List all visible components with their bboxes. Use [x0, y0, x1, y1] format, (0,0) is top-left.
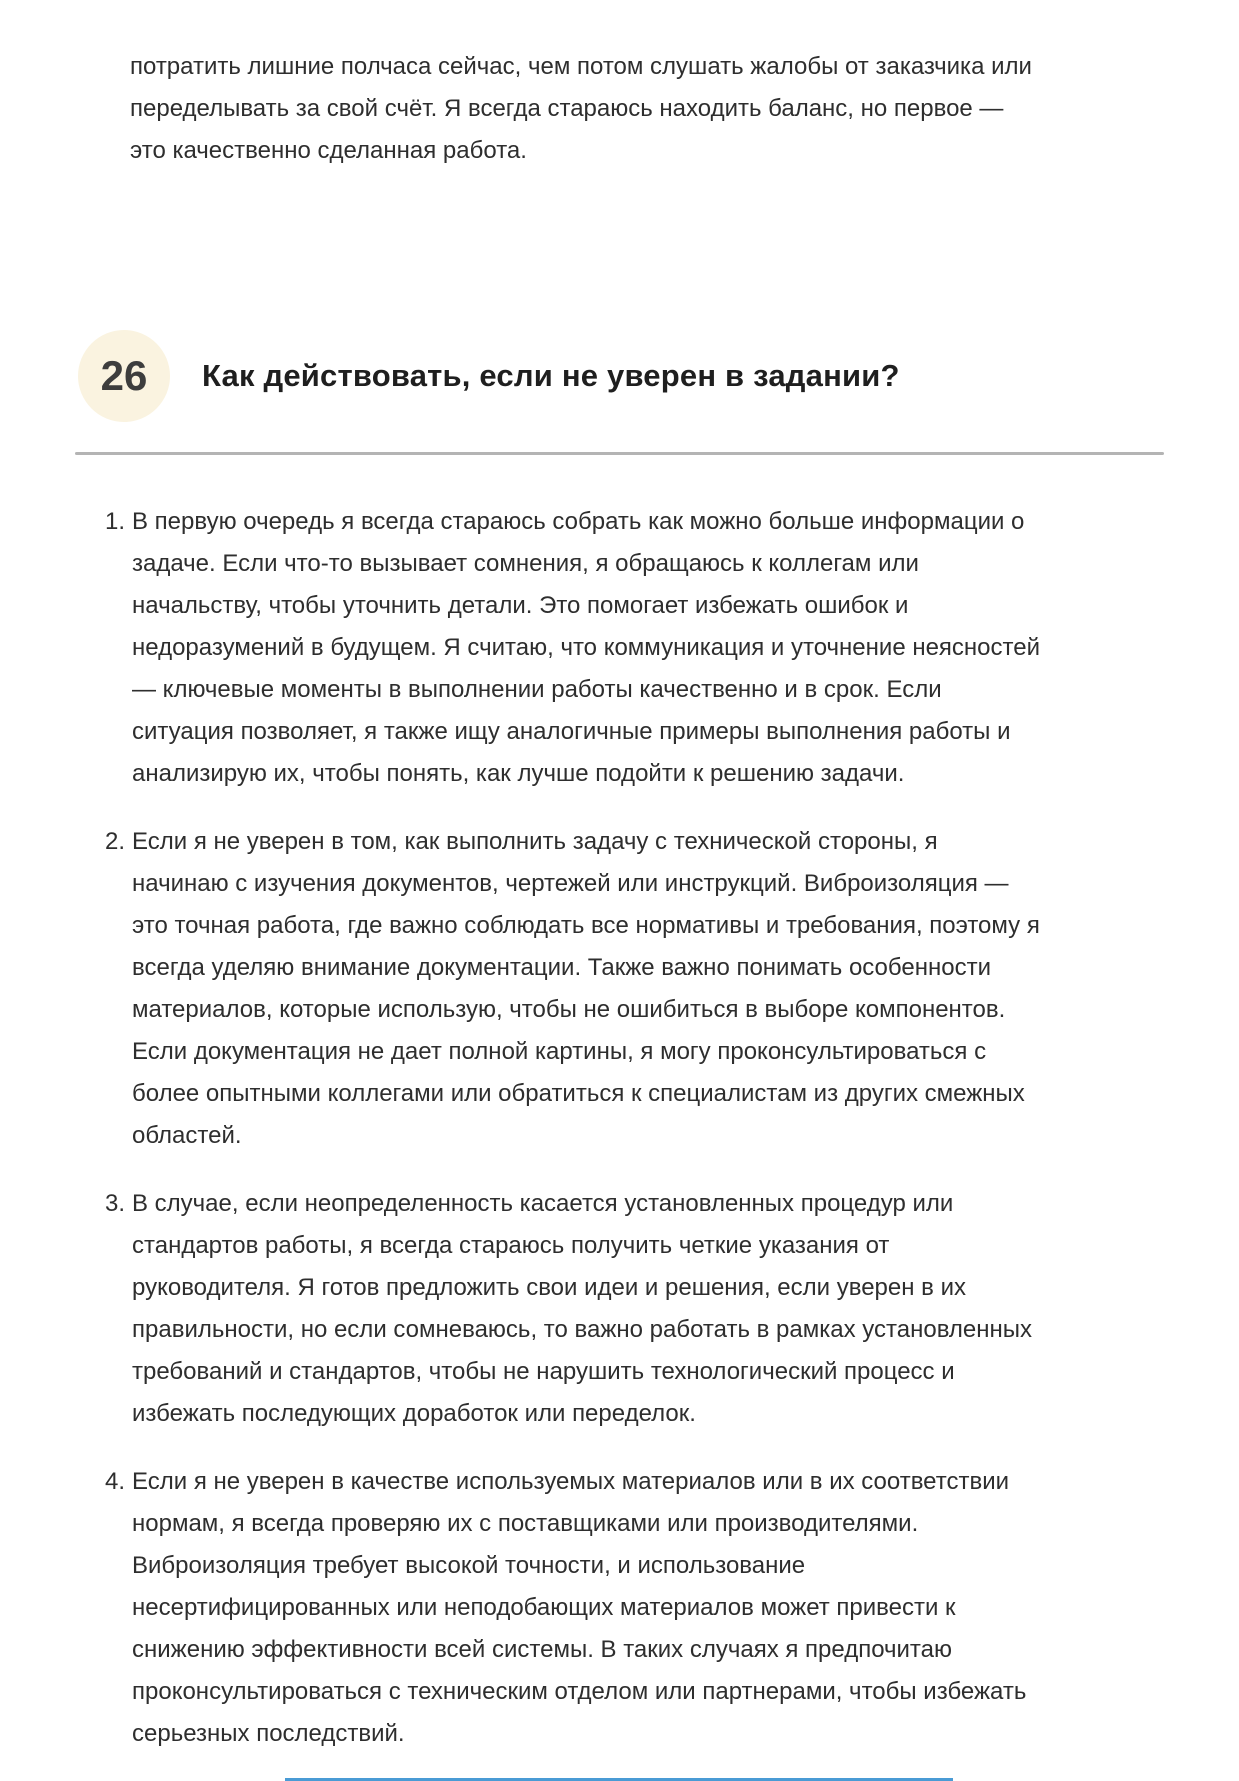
answer-text: Если я не уверен в том, как выполнить задачу с технической стороны, я начинаю с изучения документов, чертежей или инструкций. Виброизоляция — это точная работа, где важно соблюдать все нормативы и требования, поэтому я всегда уделяю внимание документации. Также важно понимать особенности материалов, которые использую, чтобы не ошибиться в выборе компонентов. Если документация не дает полной картины, я могу проконсультироваться с более опытными коллегами или обратиться к специалистам из других смежных областей. [132, 828, 1040, 1149]
answer-item [105, 821, 1045, 1157]
answer-marker: 3. [105, 1190, 126, 1217]
question-title: Как действовать, если не уверен в задании? [202, 358, 900, 393]
question-header [78, 330, 1239, 422]
question-number-badge [78, 330, 170, 422]
answer-item [105, 1461, 1045, 1755]
answer-text: В случае, если неопределенность касается установленных процедур или стандартов работы, я всегда стараюсь получить четкие указания от руководителя. Я готов предложить свои идеи и решения, если уверен в их правильности, но если сомневаюсь, то важно работать в рамках установленных требований и стандартов, чтобы не нарушить технологический процесс и избежать последующих доработок или переделок. [132, 1190, 1032, 1427]
answer-marker: 4. [105, 1468, 126, 1495]
answer-item [105, 1183, 1045, 1435]
answer-marker: 1. [105, 508, 126, 535]
intro-paragraph: потратить лишние полчаса сейчас, чем потом слушать жалобы от заказчика или переделывать за свой счёт. Я всегда стараюсь находить баланс, но первое — это качественно сделанная работа. [130, 53, 1032, 164]
answer-item [105, 501, 1045, 795]
question-number: 26 [100, 352, 148, 399]
answer-marker: 2. [105, 828, 126, 855]
answer-text: В первую очередь я всегда стараюсь собрать как можно больше информации о задаче. Если что-то вызывает сомнения, я обращаюсь к коллегам или начальству, чтобы уточнить детали. Это помогает избежать ошибок и недоразумений в будущем. Я считаю, что коммуникация и уточнение неясностей — ключевые моменты в выполнении работы качественно и в срок. Если ситуация позволяет, я также ищу аналогичные примеры выполнения работы и анализирую их, чтобы понять, как лучше подойти к решению задачи. [132, 508, 1041, 787]
answers-list [105, 501, 1045, 1755]
header-divider [75, 452, 1164, 455]
answer-text: Если я не уверен в качестве используемых материалов или в их соответствии нормам, я всегда проверяю их с поставщиками или производителями. Виброизоляция требует высокой точности, и использование несертифицированных или неподобающих материалов может привести к снижению эффективности всей системы. В таких случаях я предпочитаю проконсультироваться с техническим отделом или партнерами, чтобы избежать серьезных последствий. [132, 1468, 1027, 1747]
